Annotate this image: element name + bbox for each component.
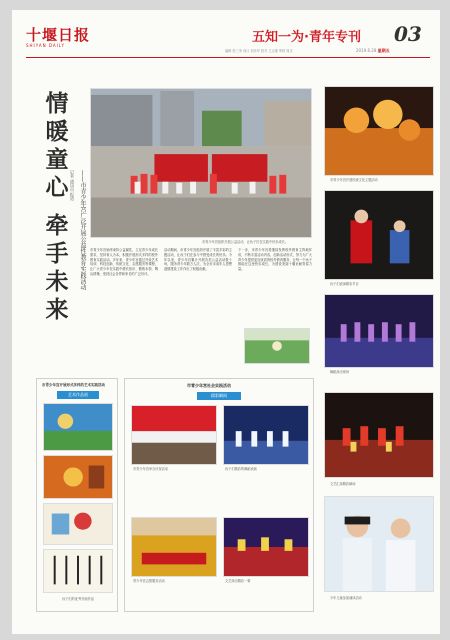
page-number: 03 [394, 22, 422, 46]
right-photo-1-caption: 市青少年宫开展传统文化主题活动 [330, 178, 378, 182]
activity-photo-1 [131, 405, 217, 465]
headline-char: 手 [45, 240, 69, 267]
headline-char: 来 [45, 296, 69, 323]
right-photo-5-caption: 少年儿童参加诵读活动 [330, 596, 362, 600]
activity-photo-2-caption: 孩子们精彩的舞蹈表演 [225, 467, 257, 471]
article-body-col1: 市青少年宫始终秉持公益属性，立足青少年成长需求，坚持育人为本，积极开展形式多样的校外教育实践活动。多年来，青少年宫通过开设艺术培训、科技创新、传统文化、志愿服务等课程，让广大青少年在实践中增长知识、锻炼本领、陶冶情操，受到社会各界和家长的广泛好评。 [90, 248, 158, 276]
article-headline [37, 90, 77, 324]
editor-line: 编辑 张三李 设计 刘乐华 校对 王志强 审核 周光 [225, 49, 293, 53]
article-body-col2: 活动期间，市青少年宫组织开展了丰富多彩的主题活动，让孩子们在参与中感受成长的快乐。今年以来，青少年宫累计开展各类公益活动数十场，服务青少年数万人次，为全市未成年人思想道德建设工作作出了积极贡献。 [164, 248, 232, 272]
headline-char: 情 [45, 90, 69, 117]
inset-photo [244, 328, 310, 364]
activity-photo-3-caption: 青少年宫志愿服务活动 [133, 579, 165, 583]
activity-photo-4 [223, 517, 309, 577]
page-header [12, 10, 440, 62]
newspaper-page [12, 10, 440, 634]
right-photo-3 [324, 294, 434, 368]
activity-photo-2 [223, 405, 309, 465]
headline-char: 暖 [45, 118, 69, 145]
painting-3 [43, 503, 113, 545]
special-issue-title: 五知一为·青年专刊 [252, 30, 361, 45]
painting-2 [43, 455, 113, 499]
calligraphy-work [43, 549, 113, 593]
masthead-subtitle: SHIYAN DAILY [26, 43, 65, 48]
article-body-col3: 下一步，市青少年宫将继续发挥校外教育主阵地作用，不断丰富活动内容，创新活动形式，努力为广大青少年提供更加优质的校外教育服务，让每一个孩子都能在这里快乐成长，为建设美丽十堰贡献青春力量。 [238, 248, 312, 272]
activities-box [124, 378, 314, 612]
right-photo-5 [324, 496, 434, 592]
article-subtitle: ——市青少年宫广泛开展公益性教育实践活动 [79, 170, 86, 290]
art-works-heading: 市青少年宫开展形式多样的艺术实践活动 [42, 383, 105, 387]
art-works-caption: 孩子们的优秀书画作品 [62, 597, 94, 601]
art-works-tag: 艺术作品展 [57, 391, 99, 399]
activities-tag: 精彩瞬间 [197, 392, 241, 400]
activity-photo-3 [131, 517, 217, 577]
right-photo-3-caption: 舞蹈演出现场 [330, 370, 350, 374]
header-rule [26, 57, 430, 58]
right-photo-1 [324, 86, 434, 176]
headline-char: 未 [45, 268, 69, 295]
issue-date [356, 48, 390, 54]
activity-photo-4-caption: 文艺演出精彩一幕 [225, 579, 251, 583]
masthead-logo: 十堰日报 [26, 26, 91, 44]
headline-char: 心 [45, 174, 69, 201]
right-photo-4 [324, 392, 434, 478]
painting-1 [43, 403, 113, 451]
main-photo-caption: 市青少年宫组织开展公益活动，让孩子们在实践中快乐成长。 [202, 240, 289, 244]
issue-date-value: 2019.6.28 [356, 48, 377, 53]
headline-char: 牵 [45, 212, 69, 239]
art-works-box [36, 378, 118, 612]
right-photo-4-caption: 文艺汇演精彩瞬间 [330, 482, 356, 486]
right-photo-2-caption: 孩子们表演精彩节目 [330, 282, 359, 286]
headline-spacer [37, 202, 77, 212]
issue-weekday: 星期五 [377, 48, 390, 53]
headline-char: 童 [45, 146, 69, 173]
right-photo-2 [324, 190, 434, 280]
article-byline: 记者 通讯员 报道 [70, 170, 75, 201]
main-photo [90, 88, 312, 238]
activities-heading: 市青少年宫社会实践活动 [187, 383, 231, 388]
activity-photo-1-caption: 市青少年宫举办庆祝活动 [133, 467, 169, 471]
